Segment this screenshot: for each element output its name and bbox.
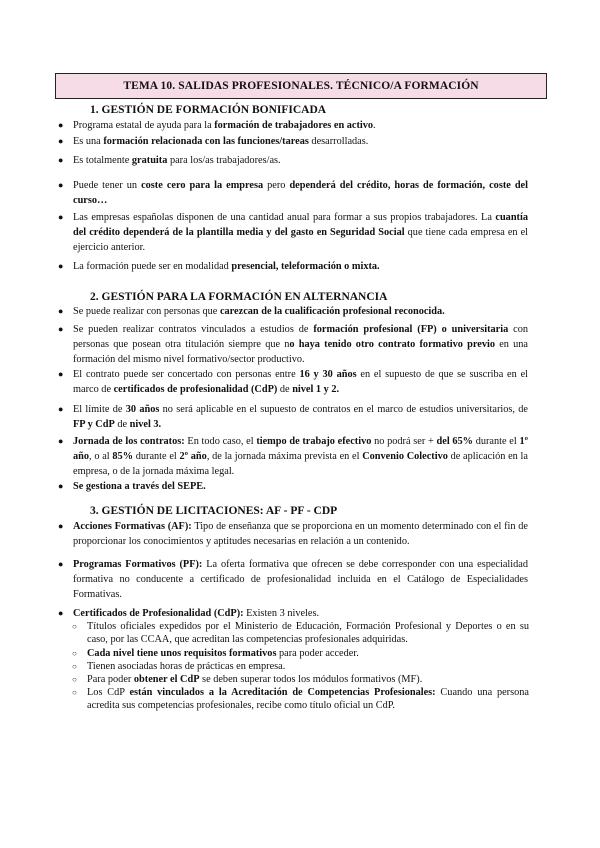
list-item: Programas Formativos (PF): La oferta formativa que ofrecen se debe corresponder con una especialidad formativa no conducente a certificado de profesionalidad incluida en el Catálogo de Especialidades Formativas. (73, 559, 529, 600)
bullet-icon: ● (58, 404, 64, 414)
list-item: La formación puede ser en modalidad presencial, teleformación o mixta. (73, 261, 380, 272)
sub-list-item: Títulos oficiales expedidos por el Ministerio de Educación, Formación Profesional y Deportes o en su caso, por las CCAA, que acreditan las competencias profesionales adquiridas. (87, 621, 529, 645)
bullet-icon: ● (58, 521, 64, 531)
sub-list-item: Para poder obtener el CdP se deben superar todos los módulos formativos (MF). (87, 674, 423, 685)
circle-bullet-icon: ○ (72, 662, 77, 671)
circle-bullet-icon: ○ (72, 649, 77, 658)
list-item: Programa estatal de ayuda para la formación de trabajadores en activo. (73, 120, 376, 131)
list-item: Acciones Formativas (AF): Tipo de enseñanza que se proporciona en un momento determinado con el fin de proporcionar los conocimientos y aptitudes necesarias en relación a un contenido. (73, 521, 528, 547)
bullet-icon: ● (58, 436, 64, 446)
page-title: TEMA 10. SALIDAS PROFESIONALES. TÉCNICO/A FORMACIÓN (55, 73, 547, 99)
sub-list-item: Tienen asociadas horas de prácticas en empresa. (87, 661, 286, 672)
bullet-icon: ● (58, 306, 64, 316)
section-heading-3: 3. GESTIÓN DE LICITACIONES: AF - PF - CDP (90, 505, 338, 517)
bullet-icon: ● (58, 136, 64, 146)
bullet-icon: ● (58, 155, 64, 165)
list-item: Es una formación relacionada con las funciones/tareas desarrolladas. (73, 136, 369, 147)
circle-bullet-icon: ○ (72, 688, 77, 697)
list-item: El límite de 30 años no será aplicable en el supuesto de contratos en el marco de estudios universitarios, de FP y CdP de nivel 3. (73, 404, 528, 430)
list-item: Se gestiona a través del SEPE. (73, 481, 206, 492)
bullet-icon: ● (58, 481, 64, 491)
sub-list-item: Cada nivel tiene unos requisitos formativos para poder acceder. (87, 648, 359, 659)
list-item: El contrato puede ser concertado con personas entre 16 y 30 años en el supuesto de que se suscriba en el marco de certificados de profesionalidad (CdP) de nivel 1 y 2. (73, 369, 528, 395)
circle-bullet-icon: ○ (72, 622, 77, 631)
list-item: Es totalmente gratuita para los/as trabajadores/as. (73, 155, 281, 166)
list-item: Certificados de Profesionalidad (CdP): Existen 3 niveles. (73, 608, 320, 619)
bullet-icon: ● (58, 369, 64, 379)
list-item: Se pueden realizar contratos vinculados a estudios de formación profesional (FP) o universitaria con personas que posean otra titulación siempre que no haya tenido otro contrato formativo previo en una formación del mismo nivel formativo/sector productivo. (73, 324, 528, 365)
bullet-icon: ● (58, 324, 64, 334)
section-heading-1: 1. GESTIÓN DE FORMACIÓN BONIFICADA (90, 104, 327, 116)
circle-bullet-icon: ○ (72, 675, 77, 684)
bullet-icon: ● (58, 608, 64, 618)
bullet-icon: ● (58, 212, 64, 222)
bullet-icon: ● (58, 120, 64, 130)
list-item: Las empresas españolas disponen de una cantidad anual para formar a sus propios trabajadores. La cuantía del crédito dependerá de la plantilla media y del gasto en Seguridad Social que tiene cada empresa en el ejercicio anterior. (73, 212, 529, 253)
section-heading-2: 2. GESTIÓN PARA LA FORMACIÓN EN ALTERNANCIA (90, 291, 388, 303)
bullet-icon: ● (58, 559, 64, 569)
list-item: Puede tener un coste cero para la empresa pero dependerá del crédito, horas de formación, coste del curso… (73, 180, 528, 206)
bullet-icon: ● (58, 180, 64, 190)
sub-list-item: Los CdP están vinculados a la Acreditación de Competencias Profesionales: Cuando una persona acredita sus competencias profesionales, recibe como título oficial un CdP. (87, 687, 529, 711)
bullet-icon: ● (58, 261, 64, 271)
list-item: Se puede realizar con personas que carezcan de la cualificación profesional reconocida. (73, 306, 445, 317)
list-item: Jornada de los contratos: En todo caso, el tiempo de trabajo efectivo no podrá ser + del 65% durante el 1º año, o al 85% durante el 2º año, de la jornada máxima prevista en el Convenio Colectivo de aplicación en la empresa, o de la jornada máxima legal. (73, 436, 528, 477)
